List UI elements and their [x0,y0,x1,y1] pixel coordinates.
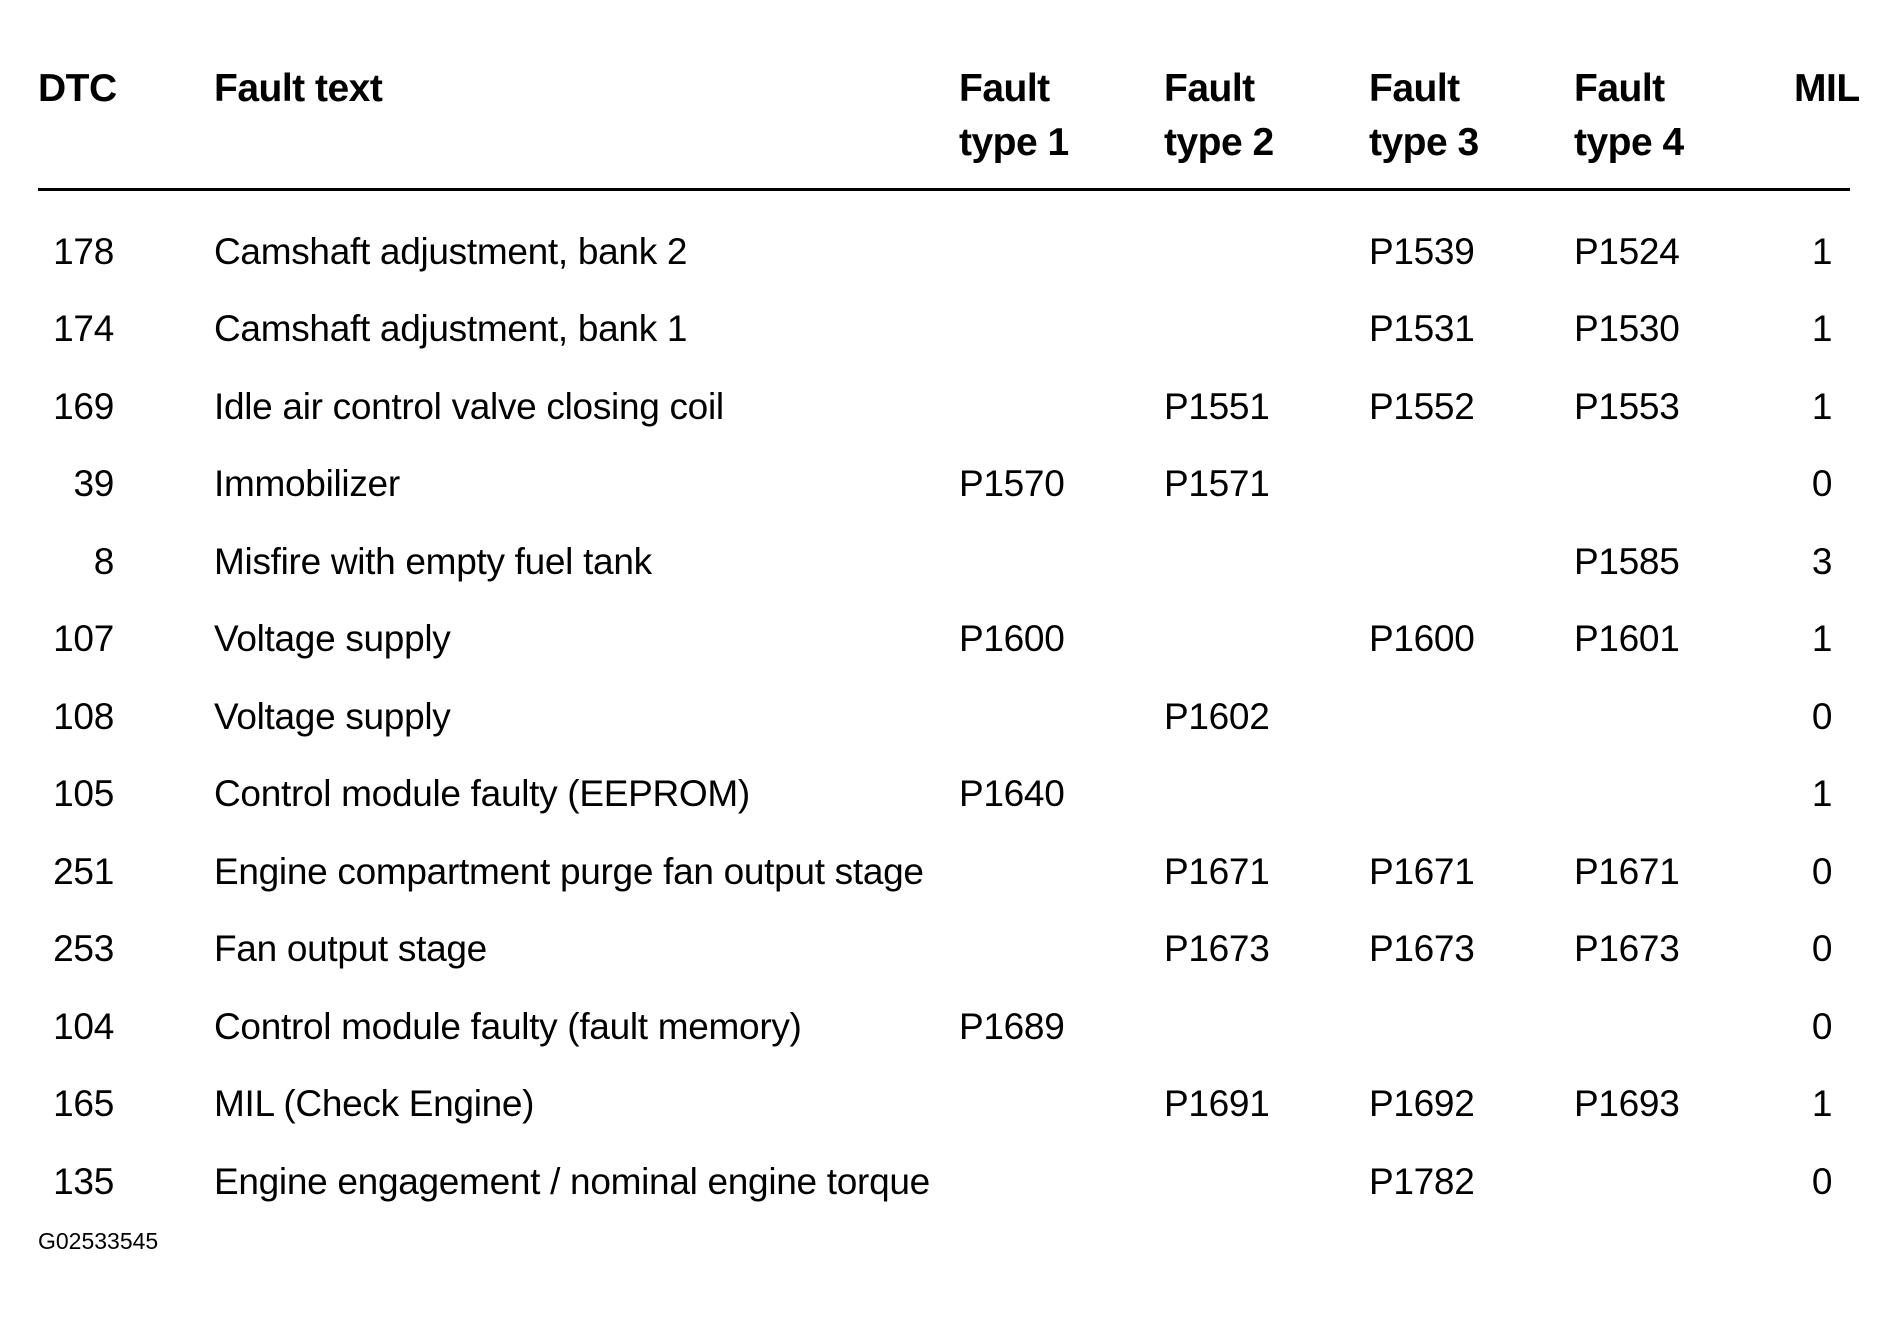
header-fault-type-4-line-2: type 4 [1574,121,1684,164]
table-row [38,213,1850,291]
cell-fault-type-3: P1782 [1369,1160,1475,1202]
cell-mil: 0 [1811,850,1833,892]
cell-fault-text: Control module faulty (EEPROM) [214,773,750,815]
cell-dtc: 8 [93,540,114,582]
cell-fault-type-3: P1600 [1369,618,1475,660]
header-dtc-label: DTC [38,67,117,110]
header-fault-type-1-line-1: Fault [959,67,1050,110]
cell-dtc: 165 [53,1083,114,1125]
table-header [38,62,1860,190]
cell-dtc: 39 [73,463,114,505]
cell-fault-type-3 [1369,446,1574,524]
cell-fault-type-1 [959,678,1164,756]
header-fault-type-3-line-1: Fault [1369,67,1460,110]
cell-fault-text: Engine engagement / nominal engine torque [214,1160,930,1202]
cell-fault-type-3: P1692 [1369,1083,1475,1125]
cell-fault-type-1: P1689 [959,1005,1065,1047]
cell-mil: 3 [1811,540,1833,582]
table-body [38,190,1850,1221]
table-row [38,756,1850,834]
header-fault-type-4-line-1: Fault [1574,67,1665,110]
header-mil-label: MIL [1794,67,1860,110]
cell-fault-type-2: P1551 [1164,385,1270,427]
header-fault-type-1 [959,62,1164,190]
header-fault-type-3-line-2: type 3 [1369,121,1479,164]
cell-mil: 0 [1811,1005,1833,1047]
cell-fault-type-1 [959,911,1164,989]
cell-fault-type-1 [959,368,1164,446]
header-row [38,62,1850,190]
table-row [38,833,1850,911]
cell-fault-type-2 [1164,601,1369,679]
cell-fault-text: Camshaft adjustment, bank 1 [214,308,688,350]
table-row [38,601,1850,679]
cell-dtc: 251 [53,850,114,892]
cell-fault-type-4 [1574,988,1794,1066]
cell-dtc: 169 [53,385,114,427]
cell-fault-type-3: P1673 [1369,928,1475,970]
cell-fault-type-4 [1574,446,1794,524]
cell-fault-text: Idle air control valve closing coil [214,385,724,427]
cell-fault-text: Control module faulty (fault memory) [214,1005,802,1047]
cell-fault-type-1 [959,1066,1164,1144]
cell-fault-type-2: P1673 [1164,928,1270,970]
cell-fault-text: Voltage supply [214,618,451,660]
cell-fault-type-1 [959,1143,1164,1221]
cell-fault-type-4 [1574,678,1794,756]
cell-fault-text: MIL (Check Engine) [214,1083,535,1125]
dtc-table [38,62,1860,1221]
table-row [38,678,1850,756]
table-row [38,368,1850,446]
cell-fault-type-2 [1164,213,1369,291]
cell-fault-type-1 [959,523,1164,601]
cell-dtc: 105 [53,773,114,815]
cell-fault-type-4: P1530 [1574,308,1680,350]
cell-fault-type-2 [1164,756,1369,834]
cell-fault-type-2 [1164,1143,1369,1221]
cell-dtc: 107 [53,618,114,660]
cell-fault-type-1: P1600 [959,618,1065,660]
cell-fault-type-4: P1673 [1574,928,1680,970]
cell-fault-type-3: P1552 [1369,385,1475,427]
table-row [38,911,1850,989]
header-dtc [38,62,214,190]
cell-mil: 1 [1811,308,1833,350]
cell-fault-type-3: P1531 [1369,308,1475,350]
cell-mil: 0 [1811,463,1833,505]
cell-fault-type-4: P1524 [1574,230,1680,272]
cell-dtc: 104 [53,1005,114,1047]
cell-fault-type-1 [959,291,1164,369]
cell-mil: 1 [1811,385,1833,427]
cell-fault-text: Fan output stage [214,928,487,970]
cell-mil: 1 [1811,618,1833,660]
cell-fault-type-3 [1369,756,1574,834]
cell-fault-type-1 [959,833,1164,911]
header-fault-type-3 [1369,62,1574,190]
header-mil [1794,62,1860,190]
cell-mil: 1 [1811,230,1833,272]
cell-fault-text: Engine compartment purge fan output stage [214,850,924,892]
table-row [38,446,1850,524]
cell-fault-type-2: P1571 [1164,463,1270,505]
header-fault-type-1-line-2: type 1 [959,121,1069,164]
cell-fault-type-4: P1585 [1574,540,1680,582]
cell-fault-type-3 [1369,523,1574,601]
cell-fault-type-2 [1164,291,1369,369]
header-fault-text-label: Fault text [214,67,383,110]
spacer-row [38,190,1850,214]
table-row [38,291,1850,369]
cell-mil: 0 [1811,695,1833,737]
cell-fault-type-3: P1671 [1369,850,1475,892]
table-row [38,988,1850,1066]
header-fault-type-4 [1574,62,1794,190]
cell-fault-type-4: P1671 [1574,850,1680,892]
cell-fault-type-3: P1539 [1369,230,1475,272]
spacer-cell [38,190,1850,214]
cell-fault-type-4: P1601 [1574,618,1680,660]
cell-fault-text: Immobilizer [214,463,400,505]
cell-fault-type-1: P1640 [959,773,1065,815]
cell-fault-type-2: P1691 [1164,1083,1270,1125]
cell-dtc: 135 [53,1160,114,1202]
cell-fault-type-3 [1369,988,1574,1066]
cell-dtc: 178 [53,230,114,272]
cell-fault-type-4: P1693 [1574,1083,1680,1125]
cell-mil: 1 [1811,1083,1833,1125]
cell-fault-text: Voltage supply [214,695,451,737]
figure-id: G02533545 [38,1228,159,1254]
table-row [38,523,1850,601]
cell-fault-type-2 [1164,523,1369,601]
cell-mil: 0 [1811,1160,1833,1202]
cell-fault-type-4 [1574,756,1794,834]
cell-fault-type-2: P1602 [1164,695,1270,737]
header-fault-type-2 [1164,62,1369,190]
cell-dtc: 174 [53,308,114,350]
table-row [38,1066,1850,1144]
header-fault-text [214,62,959,190]
cell-mil: 1 [1811,773,1833,815]
cell-fault-type-4 [1574,1143,1794,1221]
cell-fault-type-2 [1164,988,1369,1066]
header-fault-type-2-line-1: Fault [1164,67,1255,110]
cell-dtc: 253 [53,928,114,970]
cell-dtc: 108 [53,695,114,737]
header-fault-type-2-line-2: type 2 [1164,121,1274,164]
cell-fault-type-1 [959,213,1164,291]
cell-fault-type-3 [1369,678,1574,756]
cell-fault-type-2: P1671 [1164,850,1270,892]
cell-fault-type-1: P1570 [959,463,1065,505]
cell-fault-text: Misfire with empty fuel tank [214,540,652,582]
table-row [38,1143,1850,1221]
cell-fault-type-4: P1553 [1574,385,1680,427]
cell-mil: 0 [1811,928,1833,970]
cell-fault-text: Camshaft adjustment, bank 2 [214,230,688,272]
